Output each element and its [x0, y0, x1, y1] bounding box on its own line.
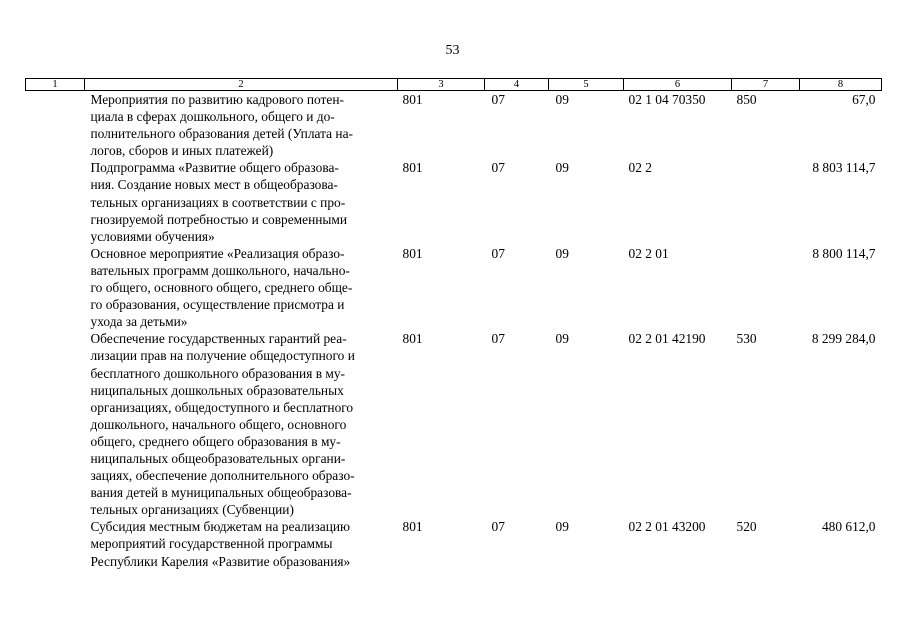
row-name-line: зациях, обеспечение дополнительного образо- — [90, 468, 355, 484]
row-name-line: Основное мероприятие «Реализация образо- — [90, 245, 345, 261]
row-name-cell — [85, 245, 398, 330]
row-expense-cell — [732, 245, 800, 330]
row-name-cell — [85, 330, 398, 518]
row-name-line: Обеспечение государственных гарантий реа- — [90, 331, 347, 347]
row-name-line: общего, среднего общего образования в му- — [90, 433, 341, 449]
row-name-line: Подпрограмма «Развитие общего образова- — [90, 160, 339, 176]
row-expense-cell: 520 — [736, 519, 757, 535]
row-name-line: дошкольного, начального общего, основного — [90, 416, 347, 432]
row-index-cell — [26, 91, 85, 160]
row-name-line: ухода за детьми» — [90, 314, 188, 330]
row-subsection-cell: 09 — [555, 331, 569, 347]
header-col-8: 8 — [800, 79, 882, 91]
row-target-cell: 02 2 — [628, 160, 652, 176]
row-index-cell — [26, 159, 85, 244]
row-section-cell: 07 — [491, 519, 505, 535]
budget-table — [25, 78, 882, 570]
row-target-cell: 02 2 01 42190 — [628, 331, 706, 347]
row-code-cell: 801 — [402, 160, 423, 176]
row-section-cell: 07 — [491, 245, 505, 261]
row-name-line: тельных организациях в соответствии с про- — [90, 194, 346, 210]
row-name-line: Республики Карелия «Развитие образования» — [90, 553, 351, 569]
table-row — [26, 245, 882, 330]
row-name-line: циала в сферах дошкольного, общего и до- — [90, 109, 335, 125]
header-col-6: 6 — [624, 79, 732, 91]
row-expense-cell: 530 — [736, 331, 757, 347]
header-col-2: 2 — [85, 79, 398, 91]
row-name-line: Мероприятия по развитию кадрового потен- — [90, 92, 344, 107]
table-row — [26, 159, 882, 244]
row-name-line: ниципальных общеобразовательных органи- — [90, 450, 346, 466]
row-name-line: организациях, общедоступного и бесплатного — [90, 399, 354, 415]
row-expense-cell — [732, 159, 800, 244]
row-subsection-cell: 09 — [555, 160, 569, 176]
table-row — [26, 91, 882, 160]
row-target-cell: 02 2 01 — [628, 245, 669, 261]
row-amount-cell: 8 299 284,0 — [811, 331, 876, 347]
row-name-line: бесплатного дошкольного образования в му- — [90, 365, 346, 381]
header-col-1: 1 — [26, 79, 85, 91]
row-index-cell — [26, 245, 85, 330]
row-name-line: го общего, основного общего, среднего обще- — [90, 280, 353, 296]
table-row — [26, 330, 882, 518]
header-col-3: 3 — [398, 79, 485, 91]
row-name-line: го образования, осуществление присмотра и — [90, 297, 345, 313]
table-header-row — [26, 79, 882, 91]
row-target-cell: 02 1 04 70350 — [628, 92, 706, 107]
row-name-cell — [85, 518, 398, 569]
row-name-line: гнозируемой потребностью и современными — [90, 211, 348, 227]
row-subsection-cell: 09 — [555, 92, 569, 107]
header-col-4: 4 — [485, 79, 549, 91]
row-subsection-cell: 09 — [555, 245, 569, 261]
row-code-cell: 801 — [402, 245, 423, 261]
row-section-cell: 07 — [491, 331, 505, 347]
row-name-line: вания детей в муниципальных общеобразова- — [90, 485, 352, 501]
row-code-cell: 801 — [402, 519, 423, 535]
row-name-cell — [85, 159, 398, 244]
table-row — [26, 518, 882, 569]
table-body — [26, 91, 882, 570]
row-amount-cell: 67,0 — [852, 92, 876, 107]
row-name-line: ния. Создание новых мест в общеобразова- — [90, 177, 338, 193]
row-code-cell: 801 — [402, 92, 423, 107]
row-amount-cell: 8 800 114,7 — [812, 245, 876, 261]
row-name-line: ниципальных дошкольных образовательных — [90, 382, 344, 398]
row-expense-cell: 850 — [736, 92, 757, 107]
row-name-line: вательных программ дошкольного, начально- — [90, 262, 350, 278]
row-amount-cell: 480 612,0 — [821, 519, 876, 535]
row-name-line: полнительного образования детей (Уплата на- — [90, 126, 353, 142]
row-amount-cell: 8 803 114,7 — [812, 160, 876, 176]
row-index-cell — [26, 330, 85, 518]
row-name-line: условиями обучения» — [90, 228, 215, 244]
row-code-cell: 801 — [402, 331, 423, 347]
row-target-cell: 02 2 01 43200 — [628, 519, 706, 535]
row-name-cell — [85, 91, 398, 160]
row-name-line: Субсидия местным бюджетам на реализацию — [90, 519, 351, 535]
page-number: 53 — [445, 43, 460, 58]
row-name-line: тельных организациях (Субвенции) — [90, 502, 294, 518]
row-name-line: лизации прав на получение общедоступного и — [90, 348, 355, 364]
row-section-cell: 07 — [491, 92, 505, 107]
row-subsection-cell: 09 — [555, 519, 569, 535]
row-index-cell — [26, 518, 85, 569]
header-col-5: 5 — [549, 79, 624, 91]
row-section-cell: 07 — [491, 160, 505, 176]
header-col-7: 7 — [732, 79, 800, 91]
row-name-line: мероприятий государственной программы — [90, 536, 333, 552]
row-name-line: логов, сборов и иных платежей) — [90, 143, 274, 159]
